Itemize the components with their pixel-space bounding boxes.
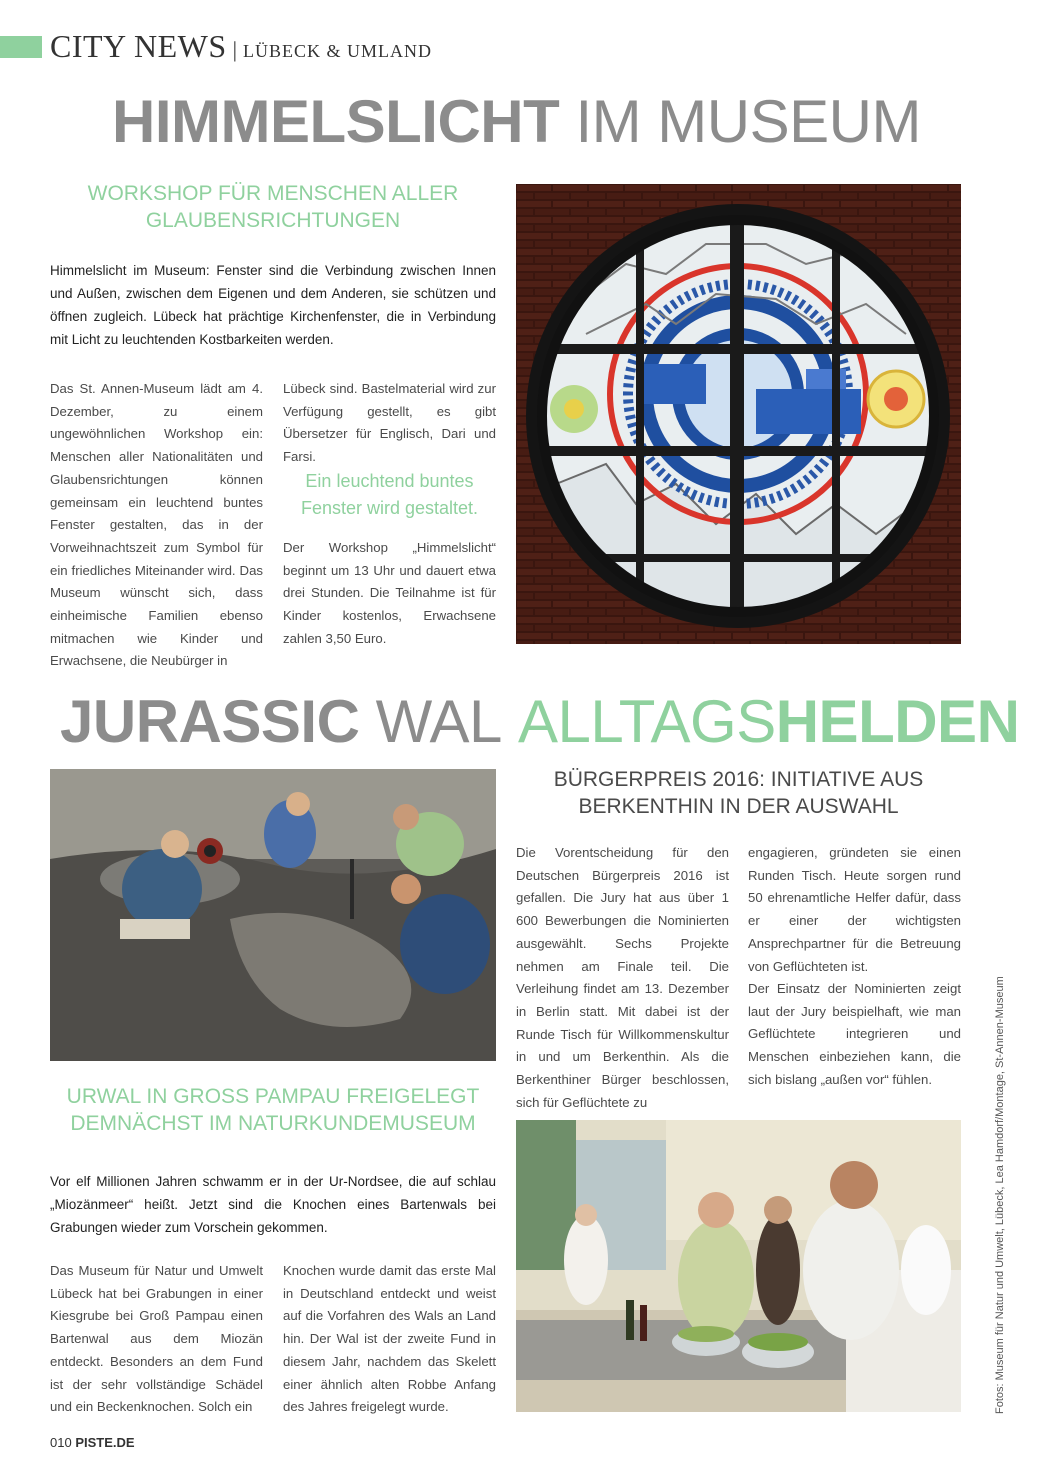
section-name: CITY NEWS xyxy=(50,28,227,64)
article1-title-light: IM MUSEUM xyxy=(559,88,921,155)
article1-pullquote: Ein leuchtend buntes Fenster wird gestaltet. xyxy=(300,471,479,518)
article1-title xyxy=(112,90,921,154)
article2-column-1: Das Museum für Natur und Umwelt Lübeck hat bei Grabungen in einer Kiesgrube bei Groß Pampau einen Bartenwal aus dem Miozän entdeckt. Besonders an dem Fund ist der sehr vollständige Schädel und ein Beckenknochen. Solch ein xyxy=(50,1263,263,1415)
article1-column-1: Das St. Annen-Museum lädt am 4. Dezember, zu einem ungewöhnlichen Workshop ein: Menschen aller Nationalitäten und Glaubensrichtungen können gemeinsam ein leuchtend buntes Fenster gestalten, das in der Vorweihnachtszeit zum Symbol für ein friedliches Miteinander wird. Das Museum wünscht sich, dass einheimische Familien ebenso mitmachen wie Kinder und Erwachsene, die Neubürger in xyxy=(50,381,263,669)
article1-column-2b: Der Workshop „Himmelslicht“ beginnt um 13 Uhr und dauert etwa drei Stunden. Die Teilnahme ist für Kinder kostenlos, Erwachsene zahlen 3,50 Euro. xyxy=(283,540,496,646)
article2-title-bold: JURASSIC xyxy=(60,688,360,755)
section-separator: | xyxy=(232,37,238,62)
photo-credit: Fotos: Museum für Natur und Umwelt, Lübeck, Lea Hamdorf/Montage, St-Annen-Museum xyxy=(994,976,1006,1414)
article2-subtitle: URWAL IN GROSS PAMPAU FREIGELEGT DEMNÄCHST IM NATURKUNDEMUSEUM xyxy=(66,1085,480,1135)
article3-title-bold: HELDEN xyxy=(775,688,1020,755)
article3-column-1: Die Vorentscheidung für den Deutschen Bürgerpreis 2016 ist gefallen. Die Jury hat aus über 1 600 Bewerbungen die Nominierten ausgewählt. Sechs Projekte nehmen am Finale teil. Die Verleihung findet am 13. Dezember in Berlin statt. Mit dabei ist der Runde Tisch für Willkommenskultur in und um Berkenthin. Als die Berkenthiner Bürger beschlossen, sich für Geflüchtete zu xyxy=(516,845,729,1110)
article2-column-2: Knochen wurde damit das erste Mal in Deutschland entdeckt und weist auf die Vorfahren des Wals an Land hin. Der Wal ist der zweite Fund in diesem Jahr, nachdem das Skelett einer ähnlich alten Robbe Anfang des Jahres freigelegt wurde. xyxy=(283,1263,496,1415)
article2-title xyxy=(60,690,502,754)
article3-subtitle: BÜRGERPREIS 2016: INITIATIVE AUS BERKENTHIN IN DER AUSWAHL xyxy=(553,768,924,818)
article1-title-bold: HIMMELSLICHT xyxy=(112,88,560,155)
whale-excavation-photo xyxy=(50,769,496,1061)
page-footer xyxy=(50,1435,135,1450)
article2-title-light: WAL xyxy=(359,688,502,755)
article1-column-2a: Lübeck sind. Bastelmaterial wird zur Verfügung gestellt, es gibt Übersetzer für Englisch, Dari und Farsi. xyxy=(283,381,496,465)
stained-glass-window-photo xyxy=(516,184,961,644)
section-header xyxy=(50,28,432,65)
section-color-bar xyxy=(0,36,42,58)
page-number: 010 xyxy=(50,1435,72,1450)
section-region: LÜBECK & UMLAND xyxy=(243,41,433,61)
article2-lead: Vor elf Millionen Jahren schwamm er in der Ur-Nordsee, die auf schlau „Miozänmeer“ heißt. Jetzt sind die Knochen eines Bartenwals bei Grabungen wieder zum Vorschein gekommen. xyxy=(50,1174,496,1235)
brand-name: PISTE.DE xyxy=(75,1435,135,1450)
article1-lead: Himmelslicht im Museum: Fenster sind die Verbindung zwischen Innen und Außen, zwischen dem Eigenen und dem Anderen, sie schützen und öffnen zugleich. Lübeck hat prächtige Kirchenfenster, die in Verbindung mit Licht zu leuchtenden Kostbarkeiten werden. xyxy=(50,263,496,347)
article3-title-light: ALLTAGS xyxy=(518,688,776,755)
kitchen-volunteers-photo xyxy=(516,1120,961,1412)
article3-column-2a: engagieren, gründeten sie einen Runden Tisch. Heute sorgen rund 50 ehrenamtliche Helfer dafür, dass er einer der wichtigsten Ansprechpartner für die Betreuung von Geflüchteten ist. xyxy=(748,845,961,974)
article3-column-2b: Der Einsatz der Nominierten zeigt laut der Jury beispielhaft, wie man Geflüchtete integrieren und Menschen einbeziehen kann, die sich bislang „außen vor“ fühlen. xyxy=(748,981,961,1087)
article3-title xyxy=(518,690,1019,754)
article1-subtitle: WORKSHOP FÜR MENSCHEN ALLER GLAUBENSRICHTUNGEN xyxy=(87,182,459,232)
